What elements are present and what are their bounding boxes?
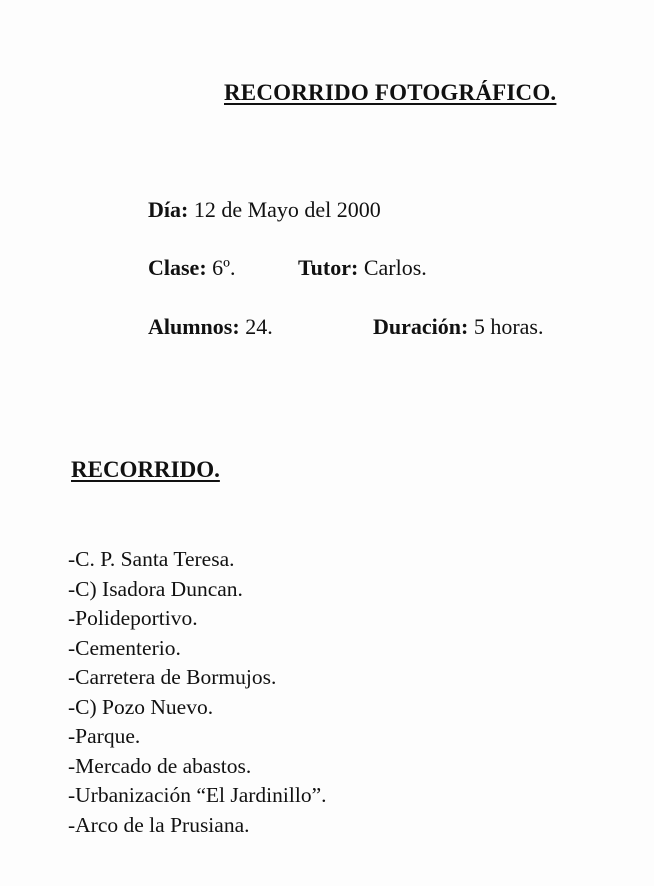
route-item: -C. P. Santa Teresa. xyxy=(68,547,235,571)
info-dia xyxy=(148,197,381,223)
tutor-label: Tutor: xyxy=(298,255,359,280)
info-tutor xyxy=(298,255,427,281)
route-item: -C) Isadora Duncan. xyxy=(68,576,243,601)
route-heading: RECORRIDO. xyxy=(71,457,220,482)
route-item: -Urbanización “El Jardinillo”. xyxy=(68,783,327,807)
alumnos-value: 24. xyxy=(245,314,273,339)
route-item: -Carretera de Bormujos. xyxy=(68,665,277,689)
clase-label: Clase: xyxy=(148,255,207,280)
duracion-label: Duración: xyxy=(373,314,469,339)
route-item: -Arco de la Prusiana. xyxy=(68,812,250,837)
alumnos-label: Alumnos: xyxy=(148,314,240,339)
route-list xyxy=(68,545,327,840)
info-duracion xyxy=(373,314,543,340)
document-title: RECORRIDO FOTOGRÁFICO. xyxy=(224,80,557,105)
dia-label: Día: xyxy=(148,197,189,222)
route-item: -Parque. xyxy=(68,724,141,748)
tutor-value: Carlos. xyxy=(363,255,427,280)
dia-value: 12 de Mayo del 2000 xyxy=(193,197,381,222)
route-item: -C) Pozo Nuevo. xyxy=(68,694,214,719)
route-item: -Cementerio. xyxy=(68,635,181,660)
route-item: -Mercado de abastos. xyxy=(68,753,252,778)
clase-value: 6º. xyxy=(212,255,236,280)
route-item: -Polideportivo. xyxy=(68,606,198,630)
duracion-value: 5 horas. xyxy=(473,314,544,339)
info-alumnos xyxy=(148,314,273,340)
info-clase xyxy=(148,255,235,281)
